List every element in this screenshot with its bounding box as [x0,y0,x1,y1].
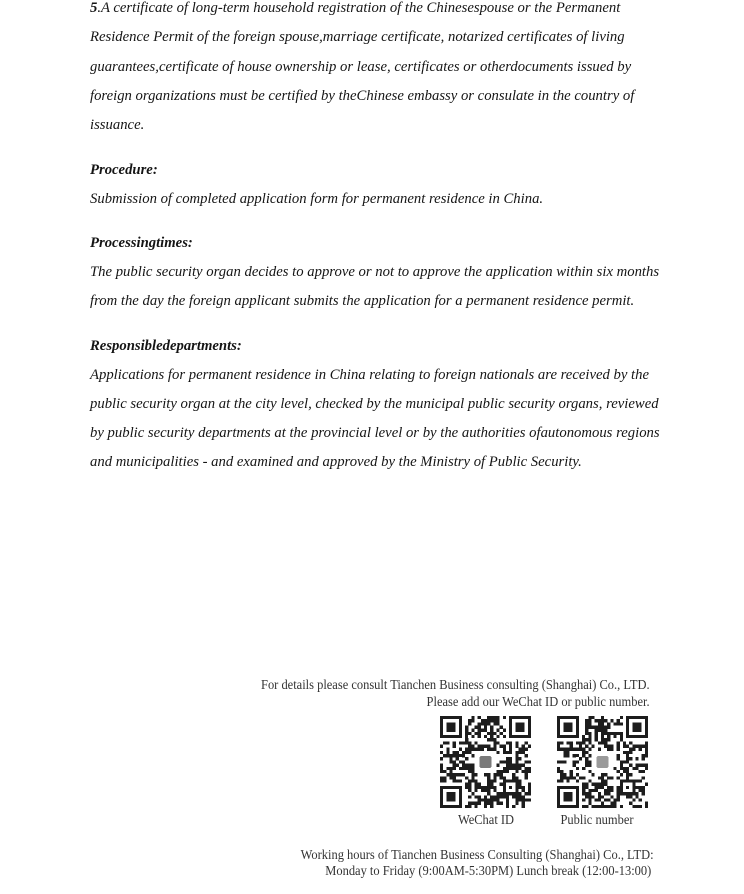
responsible-departments-line-4: and municipalities - and examined and approved by the Ministry of Public Security. [90,454,582,470]
item-5-text: .A certificate of long-term household registration of the Chinesespouse or the Permanent [97,0,621,16]
processing-times-line-2: from the day the foreign applicant submits the application for a permanent residence permit. [90,293,635,309]
working-hours-line-1: Working hours of Tianchen Business Consulting (Shanghai) Co., LTD: [301,848,654,863]
responsible-departments-heading: Responsibledepartments: [90,338,242,354]
responsible-departments-line-2: public security organ at the city level, checked by the municipal public security organs, reviewed [90,396,659,412]
item-5-line-3: guarantees,certificate of house ownership or lease, certificates or otherdocuments issued by [90,59,632,75]
processing-times-heading: Processingtimes: [90,235,193,251]
wechat-id-label: WeChat ID [457,813,515,828]
add-contact-line: Please add our WeChat ID or public number. [426,695,650,710]
responsible-departments-line-1: Applications for permanent residence in China relating to foreign nationals are received by the [90,367,649,383]
consult-line: For details please consult Tianchen Business consulting (Shanghai) Co., LTD. [261,678,650,693]
item-5-line-1 [90,0,620,17]
item-number: 5 [90,0,98,16]
item-5-line-2: Residence Permit of the foreign spouse,marriage certificate, notarized certificates of living [90,29,625,45]
item-5-line-4: foreign organizations must be certified by theChinese embassy or consulate in the country of [90,88,635,104]
working-hours-line-2: Monday to Friday (9:00AM-5:30PM) Lunch break (12:00-13:00) [324,864,651,879]
wechat-qr-code-icon [440,716,531,808]
procedure-heading: Procedure: [90,162,158,178]
processing-times-line-1: The public security organ decides to approve or not to approve the application within six months [90,264,660,280]
public-number-label: Public number [560,813,634,828]
procedure-line-1: Submission of completed application form for permanent residence in China. [90,191,544,207]
responsible-departments-line-3: by public security departments at the provincial level or by the authorities ofautonomous regions [90,425,660,441]
public-number-qr-code-icon [557,716,648,808]
item-5-line-5: issuance. [90,117,145,133]
